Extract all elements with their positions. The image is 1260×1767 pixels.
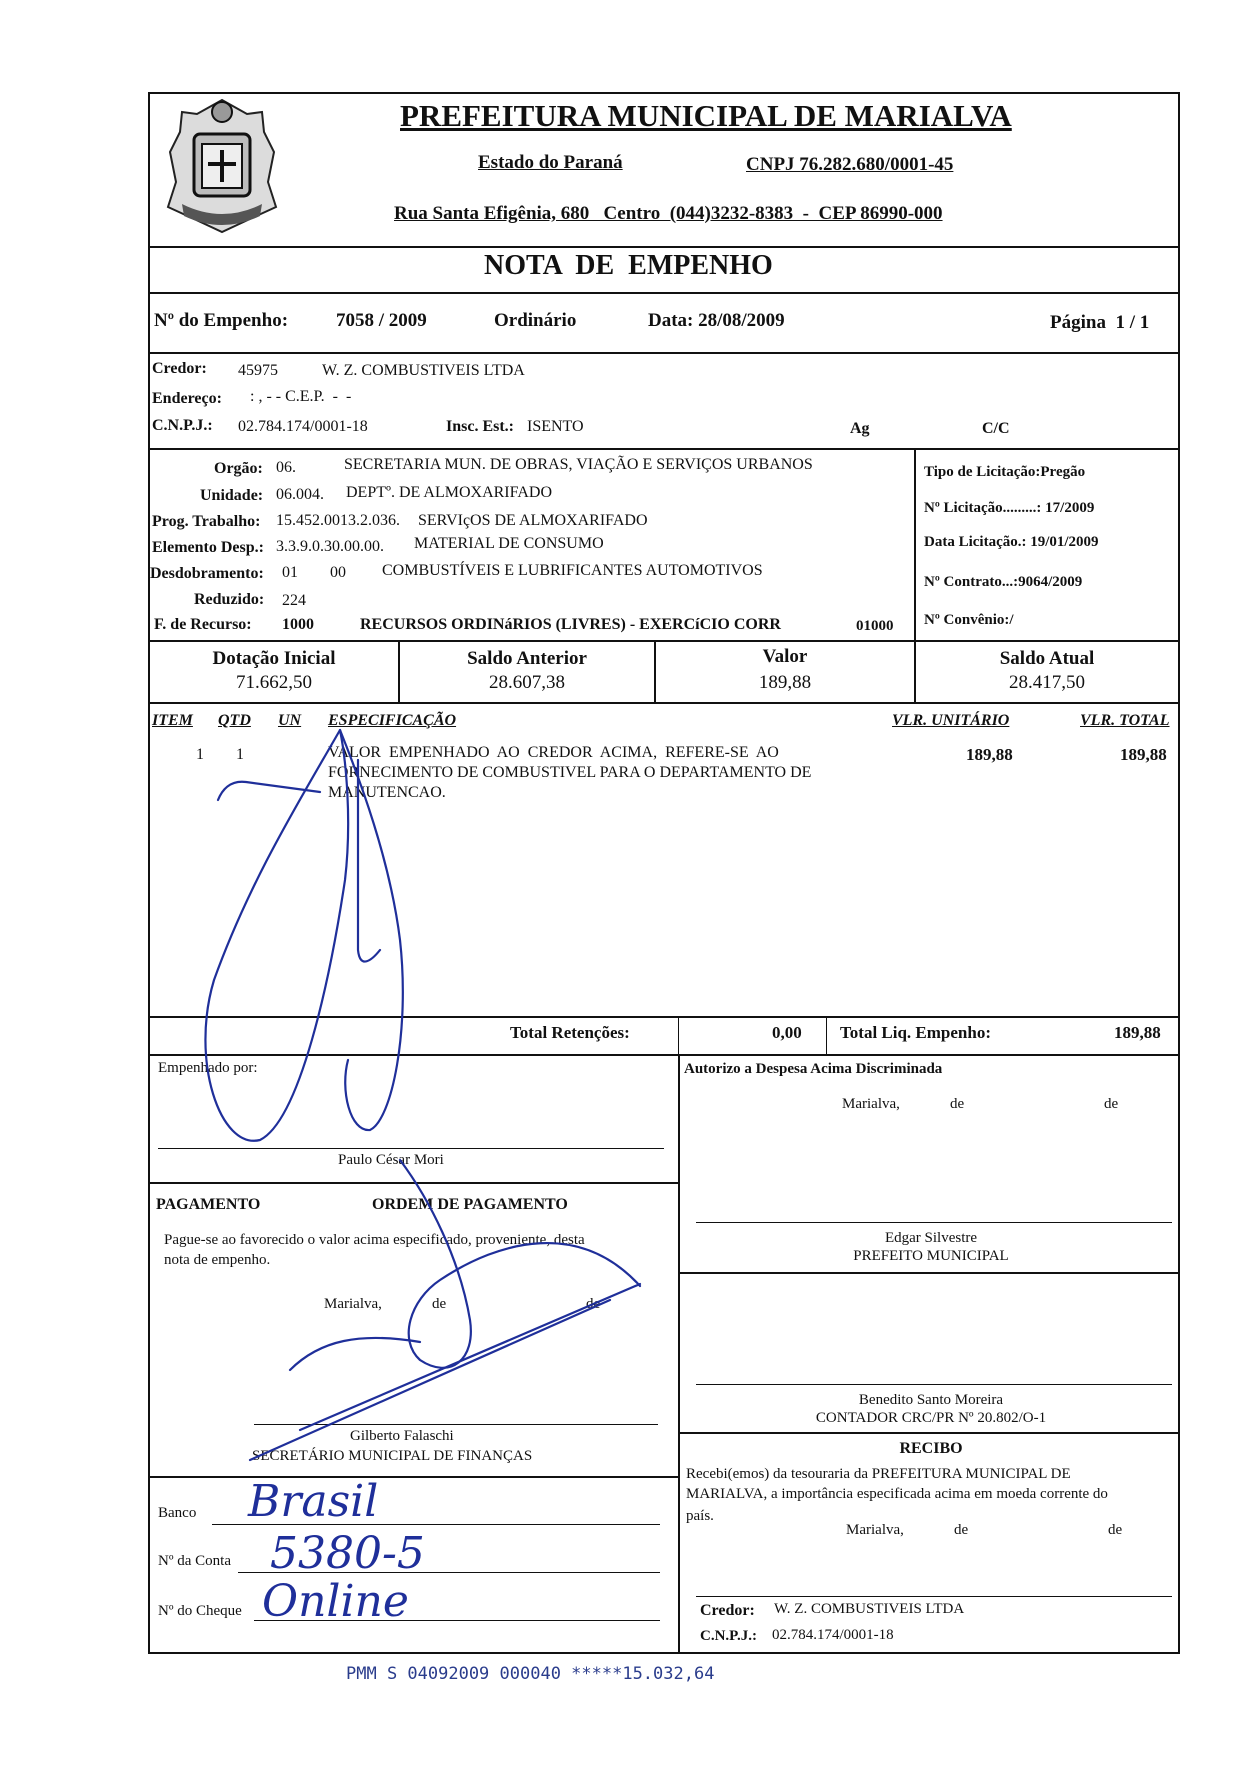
prog-code: 15.452.0013.2.036.	[276, 512, 400, 529]
prefeito-name: Edgar Silvestre	[884, 1230, 978, 1246]
numero-convenio: Nº Convênio:/	[924, 612, 1014, 628]
conta-label: Nº da Conta	[158, 1553, 231, 1569]
pagamento-text-line-2: nota de empenho.	[164, 1252, 271, 1268]
data-licitacao: Data Licitação.: 19/01/2009	[924, 534, 1099, 550]
empenhado-por-label: Empenhado por:	[158, 1060, 258, 1076]
item-spec-line-1: VALOR EMPENHADO AO CREDOR ACIMA, REFERE-SE AO	[328, 744, 779, 761]
un-column-header: UN	[278, 712, 302, 729]
saldo-anterior-value: 28.607,38	[489, 672, 565, 693]
desdobramento-name: COMBUSTÍVEIS E LUBRIFICANTES AUTOMOTIVOS	[382, 562, 763, 579]
item-qtd: 1	[236, 746, 244, 763]
autorizo-city: Marialva,	[842, 1096, 900, 1112]
fonte-recurso-label: F. de Recurso:	[154, 616, 252, 633]
recibo-credor-value: W. Z. COMBUSTIVEIS LTDA	[774, 1601, 965, 1617]
total-retencoes-label: Total Retenções:	[510, 1023, 630, 1042]
desdobramento-label: Desdobramento:	[150, 565, 264, 582]
contador-name: Benedito Santo Moreira	[858, 1392, 1004, 1408]
valor-value: 189,88	[758, 672, 812, 693]
numero-contrato: Nº Contrato...:9064/2009	[924, 574, 1083, 590]
fonte-recurso-number: 01000	[856, 618, 894, 634]
item-vlr-total: 189,88	[1120, 745, 1167, 764]
prefeito-title: PREFEITO MUNICIPAL	[853, 1248, 1009, 1264]
secretario-title: SECRETÁRIO MUNICIPAL DE FINANÇAS	[252, 1448, 533, 1464]
state-label: Estado do Paraná	[478, 152, 623, 173]
fonte-recurso-name: RECURSOS ORDINáRIOS (LIVRES) - EXERCíCIO CORR	[360, 616, 781, 633]
item-vlr-unitario: 189,88	[966, 745, 1013, 764]
qtd-column-header: QTD	[218, 712, 251, 729]
unidade-code: 06.004.	[276, 486, 324, 503]
insc-est-value: ISENTO	[527, 418, 584, 435]
empenho-type: Ordinário	[494, 310, 577, 331]
tipo-licitacao: Tipo de Licitação:Pregão	[924, 464, 1086, 480]
conta-handwritten-value: 5380-5	[270, 1528, 425, 1579]
coat-of-arms-icon	[152, 92, 292, 242]
insc-est-label: Insc. Est.:	[446, 418, 515, 435]
item-number: 1	[196, 746, 204, 763]
elemento-code: 3.3.9.0.30.00.00.	[276, 538, 384, 555]
item-spec-line-3: MANUTENCAO.	[328, 784, 446, 801]
recibo-de-2: de	[1108, 1522, 1123, 1538]
spec-column-header: ESPECIFICAÇÃO	[328, 712, 457, 729]
empenho-number: 7058 / 2009	[336, 310, 427, 331]
empenhado-por-name: Paulo César Mori	[338, 1152, 444, 1168]
recibo-cnpj-value: 02.784.174/0001-18	[772, 1627, 894, 1643]
pagamento-city: Marialva,	[324, 1296, 382, 1312]
prog-label: Prog. Trabalho:	[152, 513, 261, 530]
endereco-label: Endereço:	[152, 390, 222, 407]
banco-handwritten-value: Brasil	[248, 1476, 379, 1527]
orgao-label: Orgão:	[214, 460, 263, 477]
orgao-name: SECRETARIA MUN. DE OBRAS, VIAÇÃO E SERVIÇOS URBANOS	[344, 456, 813, 473]
orgao-code: 06.	[276, 459, 296, 476]
cheque-label: Nº do Cheque	[158, 1603, 242, 1619]
secretario-name: Gilberto Falaschi	[350, 1428, 454, 1444]
saldo-anterior-label: Saldo Anterior	[467, 648, 587, 669]
recibo-text-line-3: país.	[686, 1508, 714, 1524]
saldo-atual-label: Saldo Atual	[999, 648, 1095, 669]
elemento-name: MATERIAL DE CONSUMO	[414, 535, 604, 552]
pagamento-de-2: de	[586, 1296, 601, 1312]
prog-name: SERVIçOS DE ALMOXARIFADO	[418, 512, 648, 529]
empenho-label: Nº do Empenho:	[154, 310, 289, 331]
address-label: Rua Santa Efigênia, 680 Centro (044)3232-8383 - CEP 86990-000	[394, 203, 943, 224]
vlr-total-column-header: VLR. TOTAL	[1080, 712, 1170, 729]
credor-code: 45975	[238, 362, 278, 379]
reduzido-value: 224	[282, 592, 306, 609]
banco-label: Banco	[158, 1505, 197, 1521]
credor-label: Credor:	[152, 360, 207, 377]
fonte-recurso-code: 1000	[282, 616, 314, 633]
recibo-text-line-1: Recebi(emos) da tesouraria da PREFEITURA MUNICIPAL DE	[686, 1466, 1071, 1482]
autorizo-de-2: de	[1104, 1096, 1119, 1112]
ordem-pagamento-label: ORDEM DE PAGAMENTO	[372, 1196, 568, 1213]
cheque-handwritten-value: Online	[262, 1576, 409, 1627]
contador-title: CONTADOR CRC/PR Nº 20.802/O-1	[815, 1410, 1047, 1426]
document-title: NOTA DE EMPENHO	[484, 250, 773, 281]
payment-stamp: PMM S 04092009 000040 *****15.032,64	[346, 1664, 715, 1684]
dotacao-inicial-value: 71.662,50	[236, 672, 312, 693]
cc-label: C/C	[982, 420, 1010, 437]
cnpj-credor-value: 02.784.174/0001-18	[238, 418, 368, 435]
pagamento-de-1: de	[432, 1296, 447, 1312]
desdobramento-code-2: 00	[330, 564, 346, 581]
pagamento-text-line-1: Pague-se ao favorecido o valor acima especificado, proveniente, desta	[164, 1232, 585, 1248]
unidade-name: DEPTº. DE ALMOXARIFADO	[346, 484, 552, 501]
recibo-text-line-2: MARIALVA, a importância especificada acima em moeda corrente do	[686, 1486, 1108, 1502]
page-title: PREFEITURA MUNICIPAL DE MARIALVA	[400, 98, 1012, 133]
recibo-cnpj-label: C.N.P.J.:	[700, 1628, 757, 1644]
page-number: Página 1 / 1	[1050, 312, 1150, 333]
autorizo-label: Autorizo a Despesa Acima Discriminada	[684, 1061, 943, 1077]
recibo-title: RECIBO	[899, 1440, 963, 1457]
credor-name: W. Z. COMBUSTIVEIS LTDA	[322, 362, 525, 379]
total-liq-empenho-label: Total Liq. Empenho:	[840, 1023, 991, 1042]
vlr-unitario-column-header: VLR. UNITÁRIO	[892, 712, 1010, 729]
cnpj-label: CNPJ 76.282.680/0001-45	[746, 154, 954, 175]
item-spec-line-2: FORNECIMENTO DE COMBUSTIVEL PARA O DEPARTAMENTO DE	[328, 764, 812, 781]
empenho-date: Data: 28/08/2009	[648, 310, 785, 331]
recibo-credor-label: Credor:	[700, 1602, 755, 1619]
pagamento-label: PAGAMENTO	[156, 1196, 261, 1213]
saldo-atual-value: 28.417,50	[1009, 672, 1085, 693]
desdobramento-code-1: 01	[282, 564, 298, 581]
dotacao-inicial-label: Dotação Inicial	[212, 648, 336, 669]
unidade-label: Unidade:	[200, 487, 264, 504]
item-column-header: ITEM	[152, 712, 193, 729]
endereco-value: : , - - C.E.P. - -	[250, 388, 352, 405]
reduzido-label: Reduzido:	[194, 591, 265, 608]
autorizo-de-1: de	[950, 1096, 965, 1112]
elemento-label: Elemento Desp.:	[152, 539, 264, 556]
recibo-city: Marialva,	[846, 1522, 904, 1538]
valor-label: Valor	[762, 646, 808, 667]
total-liq-empenho-value: 189,88	[1114, 1023, 1161, 1042]
total-retencoes-value: 0,00	[772, 1023, 802, 1042]
recibo-de-1: de	[954, 1522, 969, 1538]
ag-label: Ag	[850, 420, 870, 437]
cnpj-credor-label: C.N.P.J.:	[152, 417, 213, 434]
numero-licitacao: Nº Licitação.........: 17/2009	[924, 500, 1095, 516]
